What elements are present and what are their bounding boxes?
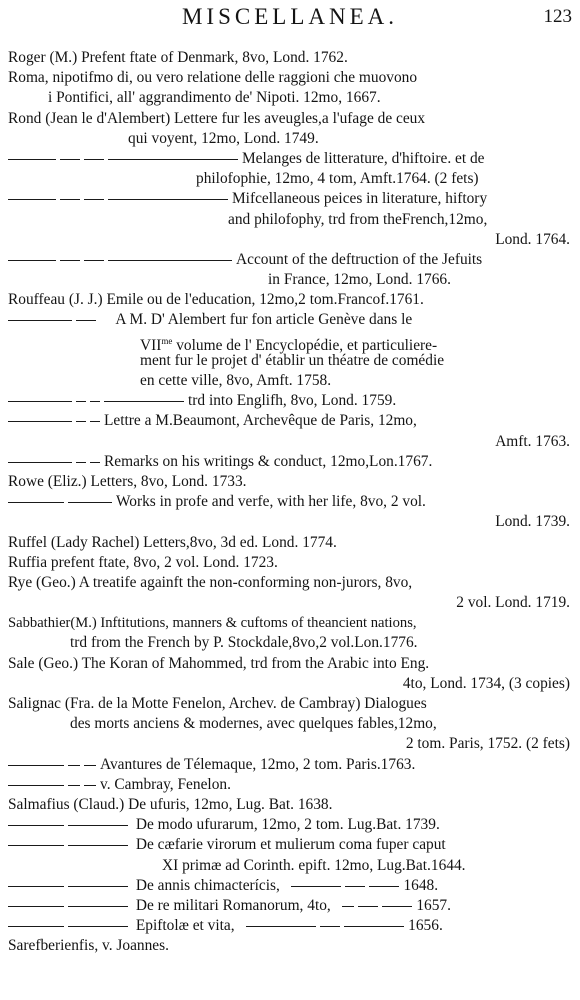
entry-line: philofophie, 12mo, 4 tom, Amft.1764. (2 fets) [196,170,479,188]
entry-line [0,916,580,936]
ditto-dash [68,886,128,887]
entry-text: Works in profe and verfe, with her life, 8vo, 2 vol. [116,493,426,511]
entry-line: Ruffel (Lady Rachel) Letters,8vo, 3d ed. Lond. 1774. [8,533,337,551]
ditto-dash [68,502,112,503]
ditto-dash [369,886,399,887]
ditto-dash [68,906,128,907]
entry-text: De annis chimacterícis, [135,876,280,894]
entry-line [0,876,580,896]
entry-text: Lettre a M.Beaumont, Archevêque de Paris, 12mo, [104,412,417,430]
superscript: me [161,335,173,346]
entry-line [0,755,580,775]
ditto-dash [84,260,104,261]
ditto-dash [382,906,412,907]
entry-line: Ruffia prefent ftate, 8vo, 2 vol. Lond. 1723. [8,553,278,571]
entry-line: Roma, nipotifmo di, ou vero relatione delle raggioni che muovono [8,69,418,87]
entry-text: Remarks on his writings & conduct, 12mo,Lon.1767. [104,452,433,470]
entry-line: ment fur le projet d' établir un théatre de comédie [140,351,445,369]
ditto-dash [344,926,404,927]
ditto-dash [8,462,72,463]
entry-line [0,775,580,795]
entry-line: Rye (Geo.) A treatife againft the non-conforming non-jurors, 8vo, [8,573,413,591]
ditto-dash [90,421,100,422]
entry-line: i Pontifici, all' aggrandimento de' Nipoti. 12mo, 1667. [48,89,381,107]
entry-line: Roger (M.) Prefent ftate of Denmark, 8vo, Lond. 1762. [8,49,348,66]
page-number: 123 [543,6,572,27]
entry-line [0,250,580,270]
ditto-dash [8,421,72,422]
entry-text: De modo ufurarum, 12mo, 2 tom. Lug.Bat. 1739. [135,816,440,834]
entry-text: Avantures de Télemaque, 12mo, 2 tom. Paris.1763. [100,755,416,773]
entry-line: Sabbathier(M.) Inftitutions, manners & cuftoms of theancient nations, [8,615,417,632]
entry-line: Salmafius (Claud.) De ufuris, 12mo, Lug. Bat. 1638. [8,795,333,813]
ditto-dash [8,199,56,200]
entry-text: 1656. [408,917,443,935]
entry-line: Rond (Jean le d'Alembert) Lettere fur les aveugles,a l'ufage de ceux [8,109,426,127]
running-title: MISCELLANEA. [181,4,399,29]
entry-line: Sarefberienfis, v. Joannes. [8,937,169,955]
entry-text: Melanges de litterature, d'hiftoire. et de [242,149,485,167]
ditto-dash [68,926,128,927]
ditto-dash [291,886,341,887]
ditto-dash [246,926,316,927]
entry-text: Mifcellaneous peices in literature, hiftory [232,190,488,208]
entry-line [0,492,580,512]
ditto-dash [8,926,64,927]
ditto-dash [8,825,64,826]
entry-line [0,896,580,916]
entry-line [0,331,580,354]
ditto-dash [76,401,86,402]
entry-line [0,452,580,472]
entry-line [0,835,580,855]
ditto-dash [68,825,128,826]
entry-text: v. Cambray, Fenelon. [100,775,231,793]
entry-line: in France, 12mo, Lond. 1766. [268,271,451,289]
entry-line [0,310,580,330]
entry-text: 1648. [403,876,439,894]
ditto-dash [345,886,365,887]
entry-line [0,391,580,411]
entry-line [0,411,580,431]
ditto-dash [342,906,354,907]
ditto-dash [8,886,64,887]
ditto-dash [8,320,72,321]
ditto-dash [84,199,104,200]
ditto-dash [90,401,100,402]
ditto-dash [8,260,56,261]
ditto-dash [104,401,184,402]
entry-text: volume de l' Encyclopédie, et particuliere- [176,336,438,354]
roman-numeral: VII [140,336,162,354]
ditto-dash [76,320,96,321]
ditto-dash [108,199,228,200]
entry-line: Amft. 1763. [495,432,570,450]
entry-line: trd from the French by P. Stockdale,8vo,2 vol.Lon.1776. [70,634,418,652]
entry-text: De re militari Romanorum, 4to, [135,896,331,914]
ditto-dash [76,421,86,422]
entry-text: De cæfarie virorum et mulierum coma fuper caput [135,836,446,854]
entry-line: Rouffeau (J. J.) Emile ou de l'education, 12mo,2 tom.Francof.1761. [8,291,424,309]
ditto-dash [68,845,128,846]
ditto-dash [60,260,80,261]
entry-text: Account of the deftruction of the Jefuits [236,250,483,268]
entry-line: qui voyent, 12mo, Lond. 1749. [128,129,319,147]
entry-line: Lond. 1739. [495,513,570,531]
entry-line [0,815,580,835]
ditto-dash [8,845,64,846]
entry-line [0,149,580,169]
page-header [0,4,580,36]
entry-line: en cette ville, 8vo, Amft. 1758. [140,372,332,389]
entry-line: 2 vol. Lond. 1719. [456,594,570,612]
entry-line: and philofophy, trd from theFrench,12mo, [228,210,488,228]
ditto-dash [90,462,100,463]
ditto-dash [8,765,64,766]
ditto-dash [358,906,378,907]
ditto-dash [108,260,232,261]
entry-line: des morts anciens & modernes, avec quelques fables,12mo, [70,715,437,733]
entry-line [0,189,580,209]
ditto-dash [8,785,64,786]
ditto-dash [8,906,64,907]
entry-line: 2 tom. Paris, 1752. (2 fets) [405,735,570,753]
entry-line: XI primæ ad Corinth. epift. 12mo, Lug.Bat.1644. [162,856,466,874]
ditto-dash [108,159,238,160]
ditto-dash [84,159,104,160]
entry-text: 1657. [416,896,451,914]
ditto-dash [68,785,80,786]
ditto-dash [320,926,340,927]
entry-text: A M. D' Alembert fur fon article Genève dans le [115,311,413,329]
entry-line: Lond. 1764. [495,230,570,248]
ditto-dash [60,159,80,160]
ditto-dash [60,199,80,200]
entry-line: Rowe (Eliz.) Letters, 8vo, Lond. 1733. [8,472,247,490]
catalogue-entries [0,48,580,956]
ditto-dash [76,462,86,463]
ditto-dash [8,401,72,402]
entry-line: 4to, Lond. 1734, (3 copies) [402,674,570,692]
ditto-dash [68,765,80,766]
entry-line: Salignac (Fra. de la Motte Fenelon, Archev. de Cambray) Dialogues [8,695,427,712]
ditto-dash [84,765,96,766]
entry-line: Sale (Geo.) The Koran of Mahommed, trd from the Arabic into Eng. [8,654,430,672]
ditto-dash [8,159,56,160]
ditto-dash [8,502,64,503]
ditto-dash [84,785,96,786]
entry-text: Epiftolæ et vita, [135,917,235,935]
entry-text: trd into Englifh, 8vo, Lond. 1759. [188,392,397,410]
